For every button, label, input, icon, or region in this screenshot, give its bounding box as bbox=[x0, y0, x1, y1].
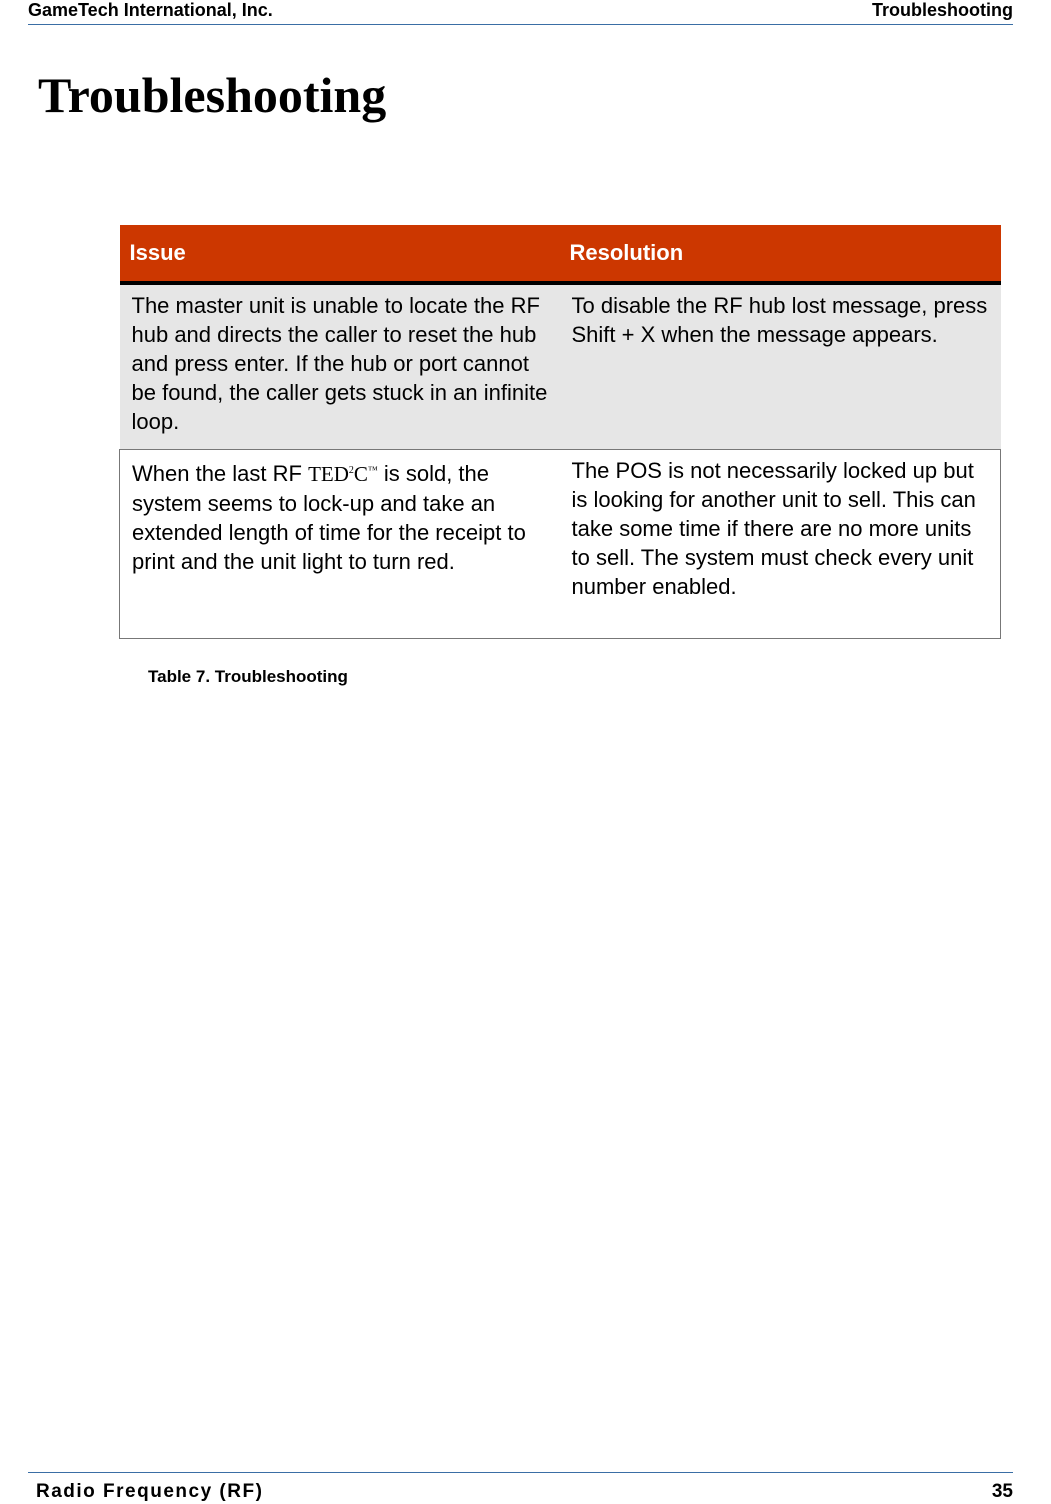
issue-cell: The master unit is unable to locate the RF hub and directs the caller to reset the hub and press enter. If the hub or port cannot be found, the caller gets stuck in an infinite loop. bbox=[120, 283, 560, 450]
running-footer bbox=[28, 1472, 1013, 1504]
header-company: GameTech International, Inc. bbox=[28, 0, 273, 20]
resolution-cell: To disable the RF hub lost message, press Shift + X when the message appears. bbox=[560, 283, 1001, 450]
footer-chapter: Radio Frequency (RF) bbox=[36, 1481, 264, 1502]
page-title: Troubleshooting bbox=[38, 67, 387, 123]
issue-cell: When the last RF TED$^2$C™ is sold, the system seems to lock-up and take an extended length of time for the receipt to print and the unit light to turn red. bbox=[120, 450, 560, 639]
table-header-row bbox=[120, 225, 1001, 283]
column-header-issue: Issue bbox=[120, 225, 560, 283]
table-row bbox=[120, 283, 1001, 450]
resolution-cell: The POS is not necessarily locked up but is looking for another unit to sell. This can take some time if there are no more units to sell. The system must check every unit number enabled. bbox=[560, 450, 1001, 639]
table-row bbox=[120, 450, 1001, 639]
ted2c-brand: TED$^2$C™ bbox=[308, 462, 378, 486]
troubleshooting-table bbox=[119, 225, 1001, 639]
header-section: Troubleshooting bbox=[872, 0, 1013, 20]
page-number: 35 bbox=[991, 1481, 1013, 1502]
column-header-resolution: Resolution bbox=[560, 225, 1001, 283]
table-caption: Table 7. Troubleshooting bbox=[148, 667, 348, 686]
running-header bbox=[28, 0, 1013, 25]
